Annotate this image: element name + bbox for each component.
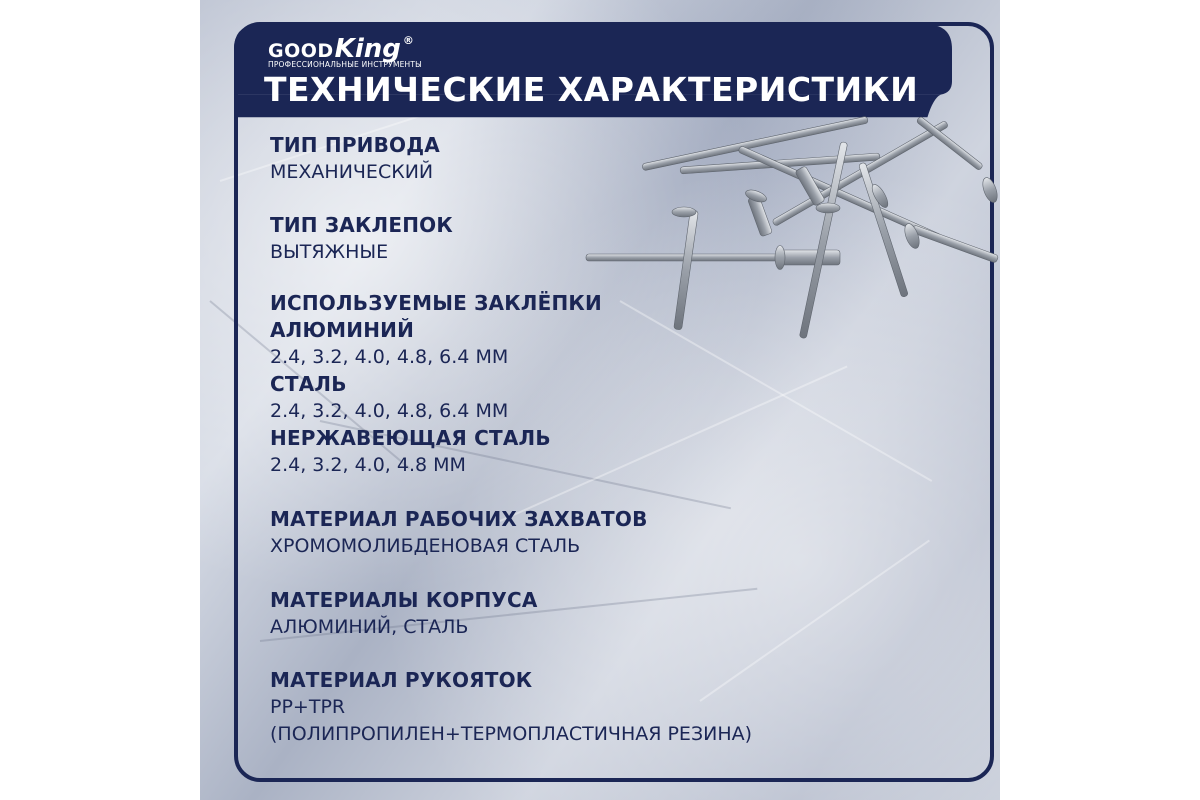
spec-value: АЛЮМИНИЙ, СТАЛЬ	[270, 616, 469, 638]
logo-good-text: GOOD	[268, 40, 334, 62]
material-steel-label: СТАЛЬ	[270, 372, 347, 396]
material-stainless-sizes: 2.4, 3.2, 4.0, 4.8 ММ	[270, 454, 466, 476]
spec-jaw-material	[270, 506, 648, 560]
spec-body-material	[270, 587, 538, 641]
spec-value: ХРОМОМОЛИБДЕНОВАЯ СТАЛЬ	[270, 535, 581, 557]
spec-label: ТИП ПРИВОДА	[270, 133, 440, 157]
product-card	[200, 0, 1000, 800]
spec-value: PP+TPR	[270, 696, 346, 718]
registered-mark: ®	[402, 34, 414, 47]
spec-label: МАТЕРИАЛ РАБОЧИХ ЗАХВАТОВ	[270, 507, 648, 531]
spec-value: МЕХАНИЧЕСКИЙ	[270, 161, 434, 183]
material-stainless-label: НЕРЖАВЕЮЩАЯ СТАЛЬ	[270, 426, 551, 450]
material-steel-sizes: 2.4, 3.2, 4.0, 4.8, 6.4 ММ	[270, 400, 509, 422]
spec-rivet-type	[270, 212, 453, 266]
page-title: ТЕХНИЧЕСКИЕ ХАРАКТЕРИСТИКИ	[264, 70, 919, 109]
logo-king-text: King	[334, 34, 401, 64]
spec-rivets-used	[270, 290, 602, 479]
material-aluminium-sizes: 2.4, 3.2, 4.0, 4.8, 6.4 ММ	[270, 346, 509, 368]
spec-drive-type	[270, 132, 440, 186]
spec-label: МАТЕРИАЛ РУКОЯТОК	[270, 668, 533, 692]
material-aluminium-label: АЛЮМИНИЙ	[270, 318, 415, 342]
spec-value-detail: (ПОЛИПРОПИЛЕН+ТЕРМОПЛАСТИЧНАЯ РЕЗИНА)	[270, 723, 753, 745]
brand-tagline: ПРОФЕССИОНАЛЬНЫЕ ИНСТРУМЕНТЫ	[268, 60, 422, 69]
rivets-image	[580, 100, 1000, 340]
spec-label: МАТЕРИАЛЫ КОРПУСА	[270, 588, 538, 612]
spec-label: ИСПОЛЬЗУЕМЫЕ ЗАКЛЁПКИ	[270, 291, 602, 315]
spec-handle-material	[270, 667, 752, 748]
spec-label: ТИП ЗАКЛЕПОК	[270, 213, 453, 237]
spec-value: ВЫТЯЖНЫЕ	[270, 241, 389, 263]
